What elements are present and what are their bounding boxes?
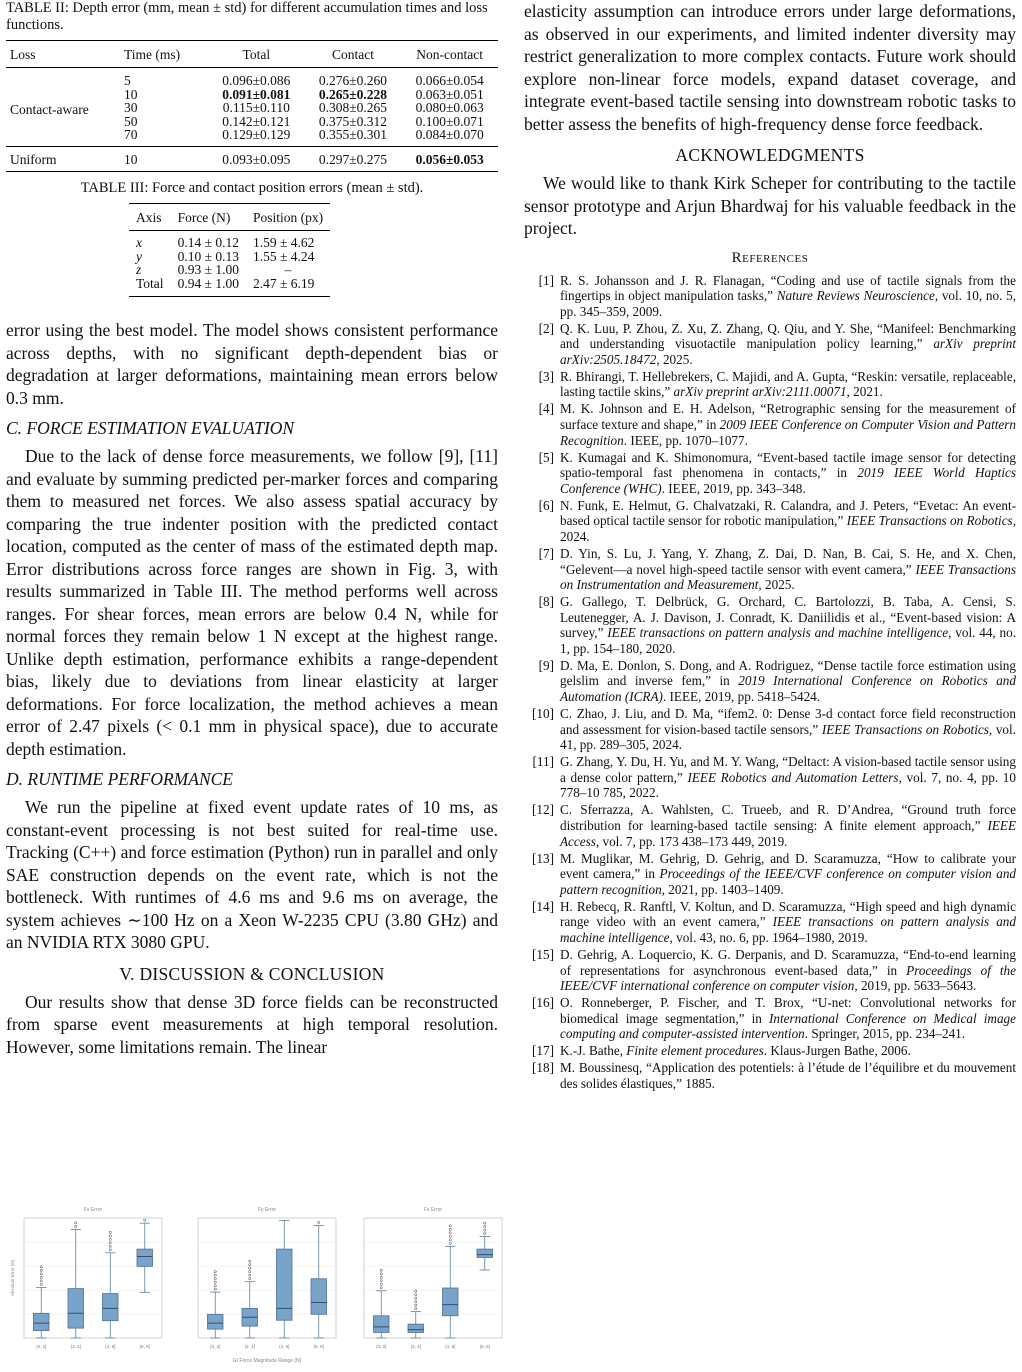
reference-text: G. Gallego, T. Delbrück, G. Orchard, C. Bartolozzi, B. Taba, A. Censi, S. Leutenegger, A. J. Davison, J. Conradt, K. Daniilidis et al., “Event-based vision: A survey,” IEEE transactions on pattern analysis and machine intelligence, vol. 44, no. 1, pp. 154–180, 2020. [560,594,1017,656]
chart-fx-error [8,1200,168,1370]
table-cell: 2.47 ± 6.19 [246,277,330,297]
tick-label: (6, 8] [139,1344,150,1349]
table3-header-axis: Axis [129,204,171,231]
table-cell: 30 [124,100,138,115]
reference-number: [2] [538,320,554,336]
table-cell: 0.265±0.228 [318,86,388,102]
table-row [6,146,498,172]
reference-number: [7] [538,545,554,561]
table2 [6,40,498,172]
reference-item [524,273,1016,320]
table-cell: y [136,248,142,264]
box [102,1294,118,1321]
section-heading-d: D. RUNTIME PERFORMANCE [6,769,233,789]
table-cell: 0.142±0.121 [222,113,291,129]
reference-text: K.-J. Bathe, Finite element procedures. Klaus-Jurgen Bathe, 2006. [560,1043,911,1059]
table-cell: 10 [120,146,208,172]
table-cell: x [136,235,142,250]
reference-number: [10] [532,706,554,722]
table-cell: 0.080±0.063 [415,100,484,115]
table-cell: 0.066±0.054 [415,73,484,88]
reference-text: O. Ronneberger, P. Fischer, and T. Brox, “U-net: Convolutional networks for biomedical image segmentation,” in International Conference on Medical image computing and computer-assisted intervention. Springer, 2015, pp. 234–241. [560,995,1016,1042]
table2-header-row [6,41,498,68]
table3-caption: TABLE III: Force and contact position errors (mean ± std). [80,180,424,196]
tick-label: (0, 2] [36,1344,47,1349]
reference-item [524,369,1016,400]
reference-item [524,802,1016,849]
reference-item [524,706,1016,753]
reference-number: [18] [532,1060,554,1076]
table-cell: 10 [124,86,138,102]
table-cell: – [284,262,292,277]
reference-text: D. Yin, S. Lu, J. Yang, Y. Zhang, Z. Dai, D. Nan, B. Cai, S. He, and X. Chen, “Gelevent—a novel high-speed tactile sensor with event camera,” IEEE Transactions on Instrumentation and Measurement, 2025. [560,545,1016,593]
acknowledgments-heading: ACKNOWLEDGMENTS [675,145,865,165]
reference-number: [1] [538,272,554,288]
table2-header-time: Time (ms) [120,41,208,68]
box [311,1279,327,1315]
chart-title: Fz Error [423,1207,443,1213]
tick-label: (6, 8] [313,1344,324,1349]
table-cell: 0.084±0.070 [415,127,484,142]
table3-header-position: Position (px) [246,204,330,231]
table2-header-contact: Contact [305,41,402,68]
table-row [129,277,330,297]
reference-text: M. Boussinesq, “Application des potentiels: à l’étude de l’équilibre et du mouvement des solides élastiques,” 1885. [560,1060,1016,1091]
section-heading-c: C. FORCE ESTIMATION EVALUATION [6,418,295,438]
chart-title: Fy Error [257,1207,277,1213]
box [137,1249,153,1266]
reference-number: [16] [532,995,554,1011]
reference-item [524,754,1016,801]
reference-text: C. Sferrazza, A. Wahlsten, C. Trueeb, and R. D’Andrea, “Ground truth force distribution for learning-based tactile sensing: A finite element approach,” IEEE Access, vol. 7, pp. 173 438–173 449, 2019. [560,802,1016,849]
table-cell: z [136,262,142,277]
table2-header-total: Total [208,41,305,68]
box [207,1314,223,1329]
table-cell: 1.55 ± 4.24 [252,248,315,264]
reference-item [524,947,1016,994]
tick-label: (4, 6] [279,1344,290,1349]
table-cell: 0.093±0.095 [208,146,305,172]
reference-text: K. Kumagai and K. Shimonomura, “Event-based tactile image sensor for detecting spatio-temporal fast phenomena in contacts,” in 2019 IEEE World Haptics Conference (WHC). IEEE, 2019, pp. 343–348. [560,449,1016,496]
paragraph: We would like to thank Kirk Scheper for contributing to the tactile sensor prototype and Arjun Bhardwaj for his valuable feedback in the project. [524,173,1016,238]
chart-title: Fx Error [83,1207,103,1213]
reference-item [524,658,1016,705]
figure-3-boxplots [8,1200,500,1370]
tick-label: (2, 4] [410,1344,421,1349]
table-cell: Total [129,277,171,297]
reference-text: D. Gehrig, A. Loquercio, K. G. Derpanis, and D. Scaramuzza, “End-to-end learning of representations for asynchronous event-based data,” in Proceedings of the IEEE/CVF international conference on computer vision, 2019, pp. 5633–5643. [560,946,1016,994]
reference-number: [6] [538,497,554,513]
box [33,1313,49,1330]
table-cell: 0.14 ± 0.12 [177,235,239,250]
table2-header-noncontact: Non-contact [401,41,498,68]
table-cell: 0.115±0.110 [222,100,290,115]
reference-text: C. Zhao, J. Liu, and D. Ma, “ifem2. 0: Dense 3-d contact force field reconstruction and assessment for vision-based tactile sensors,” IEEE Transactions on Robotics, vol. 41, pp. 289–305, 2024. [560,706,1016,753]
reference-text: H. Rebecq, R. Ranftl, V. Koltun, and D. Scaramuzza, “High speed and high dynamic range video with an event camera,” IEEE transactions on pattern analysis and machine intelligence, vol. 43, no. 6, pp. 1964–1980, 2019. [560,898,1016,945]
reference-text: D. Ma, E. Donlon, S. Dong, and A. Rodriguez, “Dense tactile force estimation using gelslim and inverse fem,” in 2019 International Conference on Robotics and Automation (ICRA). IEEE, 2019, pp. 5418–5424. [560,657,1016,705]
paragraph: elasticity assumption can introduce errors under large deformations, as observed in our experiments, and limited indenter diversity may restrict generalization to more complex contacts. Future work should explore non-linear force models, expand dataset coverage, and integrate event-based tactile sensing into downstream robotic tasks to better assess the benefits of high-frequency dense force feedback. [524,1,1016,134]
reference-item [524,1060,1016,1091]
table-cell: 1.59 ± 4.62 [252,235,315,250]
table-cell: 0.10 ± 0.13 [177,248,239,264]
right-column [524,0,1016,1093]
box [477,1249,493,1257]
x-axis-label: Gt Force Magnitude Range (N) [232,1358,302,1364]
table2-caption: TABLE II: Depth error (mm, mean ± std) for different accumulation times and loss functions. [6,0,488,33]
table3-header-row [129,204,330,231]
y-axis-label: Absolute Error (N) [10,1259,15,1297]
reference-number: [14] [532,898,554,914]
reference-item [524,899,1016,946]
box [408,1324,424,1332]
table-cell: 70 [124,127,138,142]
table-row [6,68,498,88]
reference-number: [5] [538,449,554,465]
box [442,1288,458,1316]
reference-item [524,546,1016,593]
reference-item [524,498,1016,545]
table-cell: 0.308±0.265 [318,100,388,115]
reference-item [524,851,1016,898]
references-heading: References [731,249,809,266]
table-cell: 0.297±0.275 [305,146,402,172]
table2-loss-uniform: Uniform [6,146,120,172]
table-cell: 0.096±0.086 [222,73,291,88]
reference-text: Q. K. Luu, P. Zhou, Z. Xu, Z. Zhang, Q. Qiu, and Y. She, “Manifeel: Benchmarking and understanding visuotactile manipulation policy learning,” arXiv preprint arXiv:2505.18472, 2025. [560,320,1016,367]
table2-loss-contact-aware: Contact-aware [10,102,89,117]
reference-item [524,321,1016,368]
tick-label: (2, 4] [70,1344,81,1349]
reference-item [524,594,1016,656]
table-cell: 0.100±0.071 [415,113,484,129]
table-cell: 0.93 ± 1.00 [177,262,239,277]
chart-fz-error [348,1200,508,1370]
reference-number: [12] [532,802,554,818]
reference-item [524,450,1016,497]
box [373,1316,389,1333]
reference-text: R. Bhirangi, T. Hellebrekers, C. Majidi, and A. Gupta, “Reskin: versatile, replaceable, lasting tactile skins,” arXiv preprint arXiv:2111.00071, 2021. [560,368,1016,400]
tick-label: (0, 2] [210,1344,221,1349]
reference-item [524,1043,1016,1059]
reference-list [524,273,1016,1092]
table-cell: 0.375±0.312 [318,113,388,129]
paragraph: Our results show that dense 3D force fields can be reconstructed from sparse event measurements at high temporal resolution. However, some limitations remain. The linear [6,991,498,1057]
reference-text: N. Funk, E. Helmut, G. Chalvatzaki, R. Calandra, and J. Peters, “Evetac: An event-based optical tactile sensor for robotic manipulation,” IEEE Transactions on Robotics, 2024. [560,497,1016,544]
chart-fy-error [182,1200,342,1370]
table-cell: 0.091±0.081 [222,86,291,102]
tick-label: (2, 4] [244,1344,255,1349]
paragraph: Due to the lack of dense force measurements, we follow [9], [11] and evaluate by summing predicted per-marker forces and comparing them to measured net forces. We also assess spatial accuracy by comparing the true indenter position with the predicted contact location, computed as the center of mass of the estimated depth map. Error distributions across force ranges are shown in Fig. 3, with results summarized in Table III. The method performs well across ranges. For shear forces, mean errors are below 0.4 N, while for normal forces they remain below 1 N except at the highest range. Unlike depth estimation, performance exhibits a range-dependent bias, likely due to deviations from linear elasticity at larger deformations. For force localization, the method achieves a mean error of 2.47 pixels (< 0.1 mm in physical space), due to accurate depth estimation. [6,446,498,759]
table-cell: 0.94 ± 1.00 [171,277,246,297]
tick-label: (6, 8] [479,1344,490,1349]
table-row [129,250,330,264]
reference-number: [3] [538,368,554,384]
box [68,1289,84,1329]
reference-number: [11] [532,754,554,770]
box [276,1249,292,1320]
table-cell: 0.276±0.260 [318,73,388,88]
left-column [6,0,498,1058]
tick-label: (0, 2] [376,1344,387,1349]
reference-text: R. S. Johansson and J. R. Flanagan, “Coding and use of tactile signals from the fingertips in object manipulation tasks,” Nature Reviews Neuroscience, vol. 10, no. 5, pp. 345–359, 2009. [560,272,1016,319]
tick-label: (4, 6] [105,1344,116,1349]
table3-header-force: Force (N) [171,204,246,231]
table-cell: 50 [124,113,138,129]
reference-number: [13] [532,850,554,866]
table2-header-loss: Loss [6,41,120,68]
table-cell: 5 [124,73,131,88]
table3 [129,203,330,297]
reference-number: [15] [532,946,554,962]
table-row [129,231,330,250]
reference-text: G. Zhang, Y. Du, H. Yu, and M. Y. Wang, “Deltact: A vision-based tactile sensor using a dense color pattern,” IEEE Robotics and Automation Letters, vol. 7, no. 4, pp. 10 778–10 785, 2022. [560,754,1016,801]
table-cell: 0.129±0.129 [222,127,291,142]
paragraph: error using the best model. The model shows consistent performance across depths, with no significant depth-dependent bias or degradation at larger deformations, maintaining mean errors below 0.3 mm. [6,320,498,408]
reference-text: M. K. Johnson and E. H. Adelson, “Retrographic sensing for the measurement of surface texture and shape,” in 2009 IEEE Conference on Computer Vision and Pattern Recognition. IEEE, pp. 1070–1077. [560,401,1016,448]
reference-number: [4] [538,401,554,417]
reference-number: [17] [532,1043,554,1059]
tick-label: (4, 6] [445,1344,456,1349]
reference-item [524,995,1016,1042]
table-row [129,263,330,277]
section-heading-v: V. DISCUSSION & CONCLUSION [119,963,385,984]
table-cell: 0.056±0.053 [401,146,498,172]
table-cell: 0.355±0.301 [318,127,388,142]
table-cell: 0.063±0.051 [415,86,484,102]
reference-number: [9] [538,657,554,673]
reference-number: [8] [538,594,554,610]
paragraph: We run the pipeline at fixed event update rates of 10 ms, as constant-event processing is not best suited for real-time use. Tracking (C++) and force estimation (Python) run in parallel and only SAE construction depends on the event rate, which is not the bottleneck. With runtimes of 4.6 ms and 9.6 ms on average, the system achieves ∼100 Hz on a Xeon W-2235 CPU (3.80 GHz) and an NVIDIA RTX 3080 GPU. [6,797,498,952]
reference-text: M. Muglikar, M. Gehrig, D. Gehrig, and D. Scaramuzza, “How to calibrate your event camera,” in Proceedings of the IEEE/CVF conference on computer vision and pattern recognition, 2021, pp. 1403–1409. [560,850,1017,897]
reference-item [524,401,1016,448]
